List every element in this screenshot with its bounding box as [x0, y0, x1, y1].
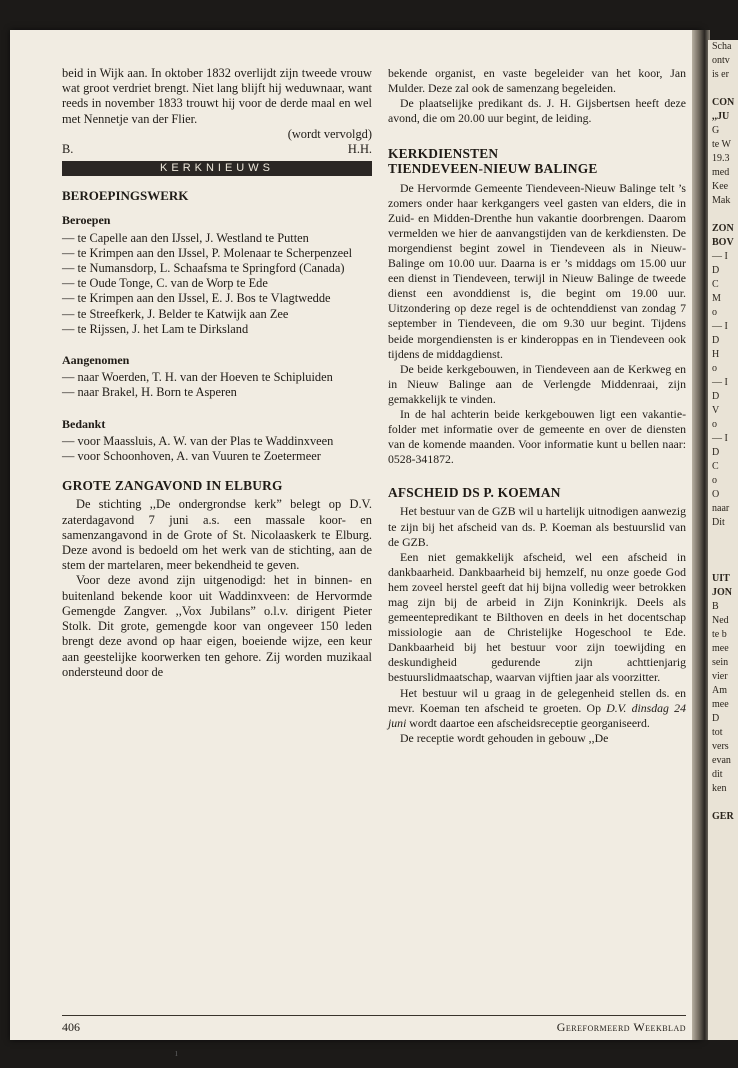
list-item: — te Capelle aan den IJssel, J. Westland te Putten	[62, 230, 309, 245]
next-page-line: te W	[712, 139, 731, 150]
next-page-line: ZON	[712, 223, 734, 234]
next-page-line: UIT	[712, 573, 730, 584]
list-item: — te Krimpen aan den IJssel, P. Molenaar te Scherpenzeel	[62, 245, 353, 260]
page-footer	[62, 1015, 686, 1035]
next-page-line: Ned	[712, 615, 729, 626]
next-page-line: O	[712, 489, 720, 500]
magazine-page	[10, 30, 702, 1040]
afscheid-text-a: Het bestuur wil u graag in de gelegenheid stellen ds. en mevr. Koeman ten afscheid te groeten. Op	[388, 685, 686, 715]
next-page-line: JON	[712, 587, 732, 598]
organist-paragraph: bekende organist, en vaste begeleider van het koor, Jan Mulder. Deze zal ook de samenzang begeleiden.	[388, 66, 686, 96]
next-page-line: vers	[712, 741, 729, 752]
next-page-line: G	[712, 125, 720, 136]
next-page-line: ken	[712, 783, 727, 794]
heading-kerkdiensten: KERKDIENSTEN	[388, 146, 499, 162]
next-page-line: — I	[712, 321, 728, 332]
next-page-line: Mak	[712, 195, 731, 206]
next-page-line: D	[712, 335, 720, 346]
page-number: 406	[62, 1020, 80, 1034]
afscheid-text-b: wordt daartoe een afscheidsreceptie georganiseerd.	[406, 715, 650, 730]
next-page-line	[708, 82, 738, 96]
section-banner: KERKNIEUWS	[62, 161, 372, 176]
next-page-line	[708, 530, 738, 544]
next-page-line: med	[712, 167, 730, 178]
heading-beroepingswerk: BEROEPINGSWERK	[62, 188, 189, 204]
next-page-line: H	[712, 349, 720, 360]
kerkdiensten-paragraph-1: De Hervormde Gemeente Tiendeveen-Nieuw Balinge telt ’s zomers onder haar kerkgangers veel gasten van elders, die in Zuid- en Midden-Drenthe hun vakantie doorbrengen. Daarom vermelden we hier de aanvangstijden van de kerkdiensten. De morgendienst begint zowel in Tiendeveen als in Nieuw-Balinge om 10.00 uur. Daarna is er ’s middags om 15.00 uur een dienst in Tiendeveen, terwijl in Nieuw Balinge de tweede dienst een avonddienst is, die begint om 19.00 uur. Uitzondering op deze regel is de ochtenddienst van zondag 7 september in Tiendeveen, die om 9.30 uur begint. Tijdens beide morgendiensten is er kinderoppas en in Tiendeveen ook tijdens de middagdienst.	[388, 180, 686, 361]
next-page-line: is er	[712, 69, 729, 80]
next-page-line: ontv	[712, 55, 730, 66]
afscheid-date: D.V. dinsdag 24 juni	[388, 700, 686, 730]
kerkdiensten-paragraph-2: De beide kerkgebouwen, in Tiendeveen aan de Kerkweg en in Nieuw Balinge aan de Verlengde Middenraai, zijn gemakkelijk te vinden.	[388, 361, 686, 406]
next-page-fragment	[708, 40, 738, 1040]
next-page-line: C	[712, 461, 719, 472]
list-item: — te Krimpen aan den IJssel, E. J. Bos te Vlagtwedde	[62, 291, 331, 306]
next-page-line: o	[712, 419, 717, 430]
next-page-line: D	[712, 447, 720, 458]
afscheid-paragraph-4: De receptie wordt gehouden in gebouw ,,De	[400, 730, 609, 745]
continued-note: (wordt vervolgd)	[287, 126, 372, 141]
heading-zangavond: GROTE ZANGAVOND IN ELBURG	[62, 478, 283, 494]
list-item: — te Streefkerk, J. Belder te Katwijk aan Zee	[62, 306, 289, 321]
list-item: — te Numansdorp, L. Schaafsma te Springford (Canada)	[62, 261, 345, 276]
predikant-paragraph: De plaatselijke predikant ds. J. H. Gijsbertsen heeft deze avond, die om 20.00 uur begint, de leiding.	[388, 96, 686, 126]
scan-mark: ı	[175, 1048, 178, 1059]
aangenomen-list	[62, 370, 372, 400]
next-page-line: BOV	[712, 237, 734, 248]
heading-beroepen: Beroepen	[62, 213, 111, 228]
column-right	[388, 66, 686, 746]
intro-paragraph: beid in Wijk aan. In oktober 1832 overlijdt zijn tweede vrouw wat groot verdriet brengt. Niet lang blijft hij weduwnaar, want reeds in november 1833 trouwt hij voor de derde maal en wel met Nennetje van der Flier.	[62, 66, 372, 126]
afscheid-paragraph-3	[388, 686, 686, 731]
next-page-line: — I	[712, 377, 728, 388]
signature-left: B.	[62, 142, 74, 157]
zangavond-paragraph-1: De stichting ,,De ondergrondse kerk” belegt op D.V. zaterdagavond 7 juni a.s. een massale koor- en samenzangavond in de Grote of St. Nicolaaskerk te Elburg. Deze avond is bedoeld om het werk van de stichting, aan de stem der martelaren, meer bekendheid te geven.	[62, 497, 372, 573]
heading-afscheid: AFSCHEID DS P. KOEMAN	[388, 485, 561, 501]
next-page-line: ,,JU	[712, 111, 730, 122]
publication-name: Gereformeerd Weekblad	[556, 1020, 686, 1034]
next-page-line: 19.3	[712, 153, 730, 164]
beroepen-list	[62, 231, 372, 337]
next-page-line: te b	[712, 629, 727, 640]
next-page-line: dit	[712, 769, 723, 780]
next-page-line: V	[712, 405, 720, 416]
zangavond-paragraph-2: Voor deze avond zijn uitgenodigd: het in binnen- en buitenland bekende koor uit Waddinxveen: de Hervormde Gemengde Zangver. ,,Vox Jubilans” o.l.v. dirigent Pieter Stolk. Dit grote, gemengde koor van ongeveer 150 leden brengt deze avond op haar eigen, boeiende wijze, een keur aan geestelijke koorwerken ten gehore. Zij worden muzikaal ondersteund door de	[62, 573, 372, 679]
heading-tiendeveen: TIENDEVEEN-NIEUW BALINGE	[388, 161, 598, 177]
list-item: — voor Maassluis, A. W. van der Plas te Waddinxveen	[62, 433, 334, 448]
next-page-line: M	[712, 293, 721, 304]
signature-right: H.H.	[347, 142, 372, 157]
next-page-line: o	[712, 475, 717, 486]
next-page-line	[708, 544, 738, 558]
afscheid-paragraph-2: Een niet gemakkelijk afscheid, wel een afscheid in dankbaarheid. Dankbaarheid bij hemzelf, nu onze goede God hem zoveel herstel geeft dat hij bijna volledig weer betrokken mag zijn bij de arbeid in Zijn Koninkrijk. Deels als gemeentepredikant te Bilthoven en deels in het docentschap missiologie aan de Christelijke Hogeschool te Ede. Dankbaarheid bij het bestuur voor zijn toewijding en deskundigheid gedurende zijn achttienjarig bestuurslidmaatschap, waarvan vijftien jaar als voorzitter.	[388, 549, 686, 685]
list-item: — te Oude Tonge, C. van de Worp te Ede	[62, 276, 268, 291]
next-page-line: o	[712, 307, 717, 318]
next-page-line: o	[712, 363, 717, 374]
next-page-line	[708, 208, 738, 222]
next-page-line: D	[712, 265, 720, 276]
next-page-line: GER	[712, 811, 734, 822]
next-page-line: vier	[712, 671, 728, 682]
author-signature	[62, 142, 372, 157]
afscheid-paragraph-1: Het bestuur van de GZB wil u hartelijk uitnodigen aanwezig te zijn bij het afscheid van ds. P. Koeman als bestuurslid van de GZB.	[388, 504, 686, 549]
next-page-line: D	[712, 713, 720, 724]
next-page-line: naar	[712, 503, 730, 514]
next-page-line: — I	[712, 251, 728, 262]
next-page-line: Kee	[712, 181, 729, 192]
next-page-line: evan	[712, 755, 731, 766]
next-page-line: CON	[712, 97, 735, 108]
bedankt-list	[62, 434, 372, 464]
list-item: — te Rijssen, J. het Lam te Dirksland	[62, 321, 249, 336]
next-page-line: sein	[712, 657, 729, 668]
next-page-line: — I	[712, 433, 728, 444]
next-page-line: tot	[712, 727, 723, 738]
next-page-line	[708, 796, 738, 810]
next-page-line	[708, 558, 738, 572]
list-item: — naar Brakel, H. Born te Asperen	[62, 385, 237, 400]
next-page-line: B	[712, 601, 719, 612]
column-left	[62, 66, 372, 680]
next-page-line: mee	[712, 643, 729, 654]
next-page-line: Am	[712, 685, 727, 696]
kerkdiensten-paragraph-3: In de hal achterin beide kerkgebouwen ligt een vakantie-folder met informatie over de gemeente en over de diensten van de komende maanden. Voor informatie kunt u bellen naar: 0528-341872.	[388, 406, 686, 467]
heading-bedankt: Bedankt	[62, 416, 106, 431]
next-page-line: D	[712, 391, 720, 402]
list-item: — naar Woerden, T. H. van der Hoeven te Schipluiden	[62, 370, 333, 385]
heading-aangenomen: Aangenomen	[62, 353, 130, 368]
next-page-line: mee	[712, 699, 729, 710]
next-page-line: Dit	[712, 517, 725, 528]
next-page-line: C	[712, 279, 719, 290]
next-page-line: Scha	[712, 41, 732, 52]
list-item: — voor Schoonhoven, A. van Vuuren te Zoetermeer	[62, 449, 321, 464]
